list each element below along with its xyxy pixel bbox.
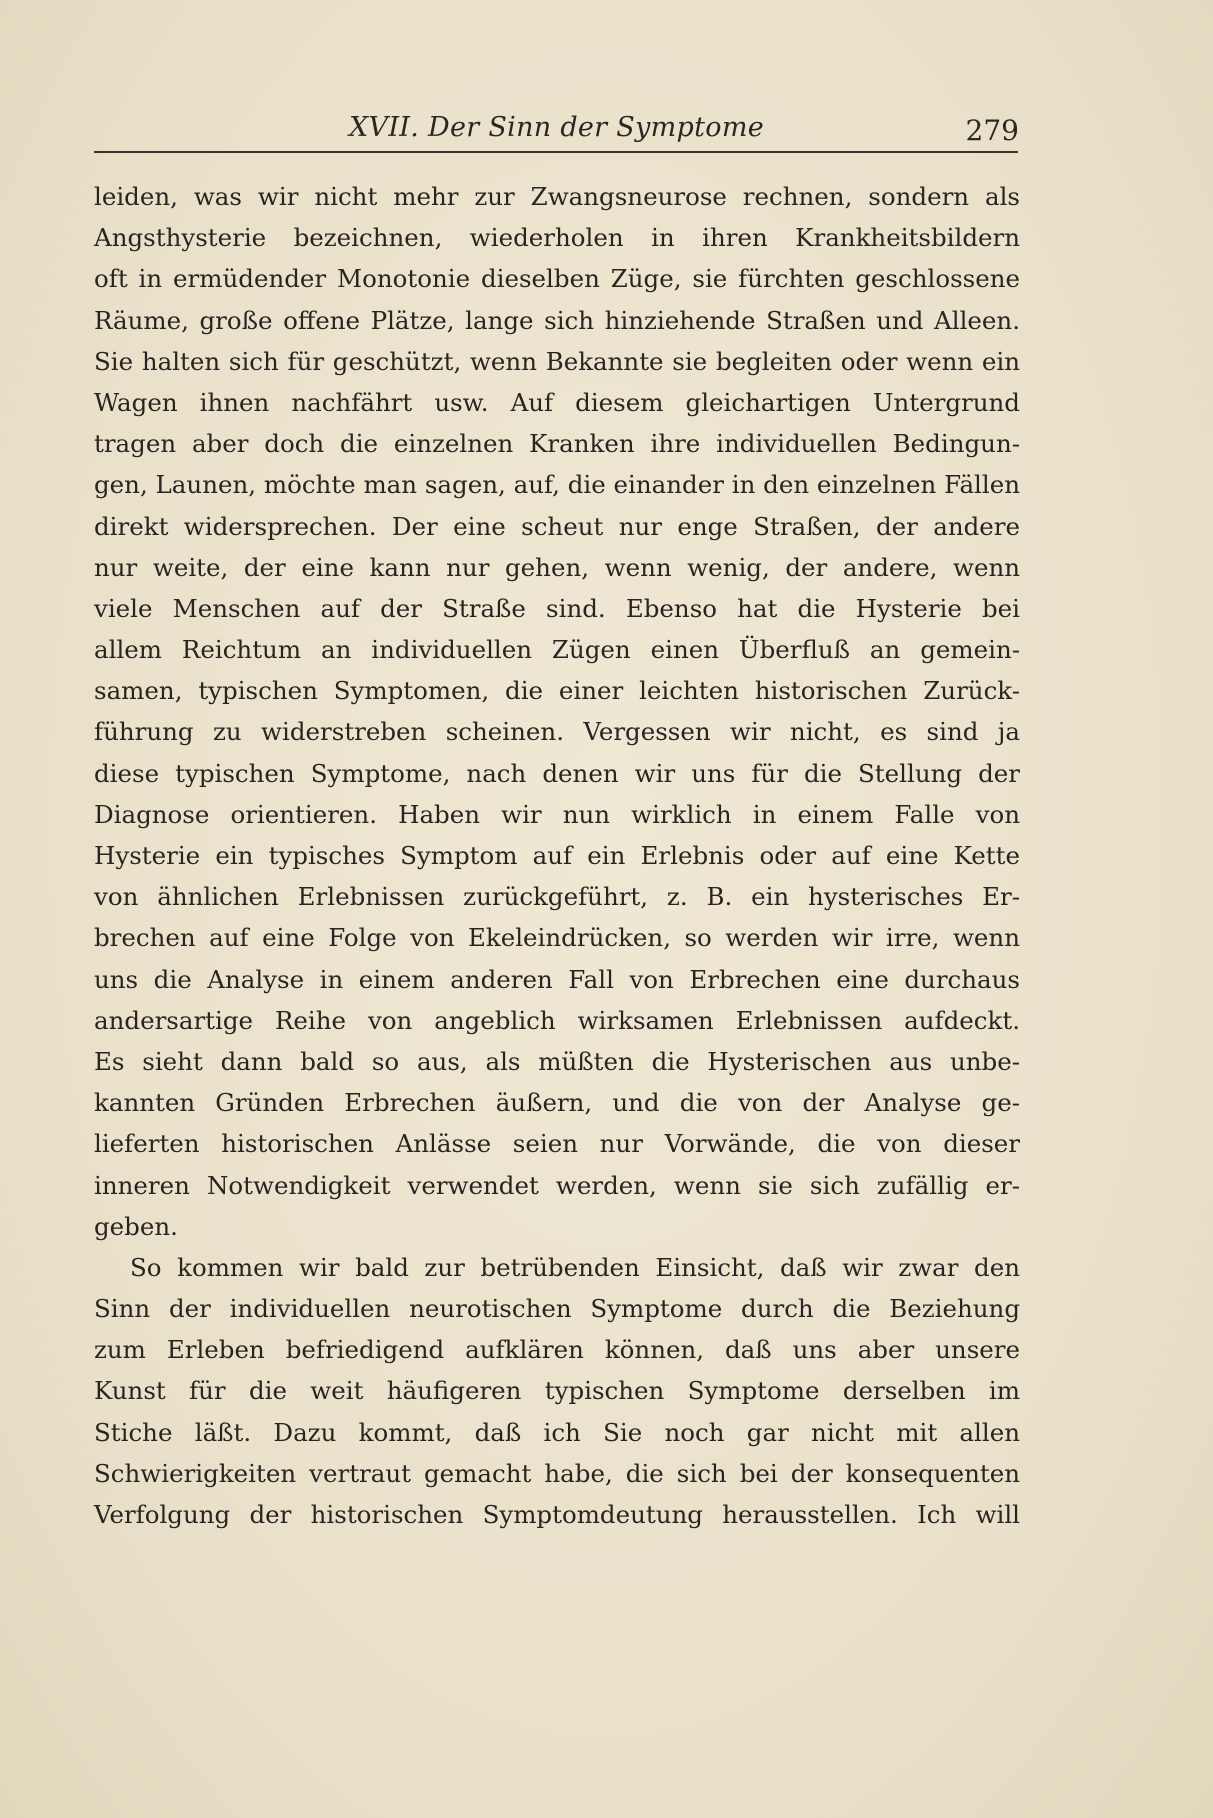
text-line: von ähnlichen Erlebnissen zurückgeführt, z. B. ein hysterisches Er-: [94, 882, 1020, 912]
header-rule: [94, 151, 1018, 153]
text-line: Diagnose orientieren. Haben wir nun wirklich in einem Falle von: [94, 799, 1020, 829]
running-head-title: XVII. Der Sinn der Symptome: [349, 112, 764, 143]
text-line: Wagen ihnen nachfährt usw. Auf diesem gleichartigen Untergrund: [94, 387, 1020, 417]
text-line: gen, Launen, möchte man sagen, auf, die einander in den einzelnen Fällen: [94, 470, 1020, 500]
text-line: Es sieht dann bald so aus, als müßten die Hysterischen aus unbe-: [94, 1046, 1020, 1076]
text-line: tragen aber doch die einzelnen Kranken ihre individuellen Bedingun-: [94, 429, 1020, 459]
text-line: diese typischen Symptome, nach denen wir uns für die Stellung der: [94, 758, 1020, 788]
text-line: brechen auf eine Folge von Ekeleindrücken, so werden wir irre, wenn: [94, 923, 1020, 953]
text-line: inneren Notwendigkeit verwendet werden, wenn sie sich zufällig er-: [94, 1170, 1020, 1200]
text-line-paragraph-start: So kommen wir bald zur betrübenden Einsicht, daß wir zwar den: [130, 1252, 1020, 1282]
running-head: [94, 108, 1019, 148]
text-line: zum Erleben befriedigend aufklären können, daß uns aber unsere: [94, 1335, 1020, 1365]
text-line: lieferten historischen Anlässe seien nur Vorwände, die von dieser: [94, 1129, 1020, 1159]
text-line: Sinn der individuellen neurotischen Symptome durch die Beziehung: [94, 1294, 1020, 1324]
text-line: Verfolgung der historischen Symptomdeutung herausstellen. Ich will: [94, 1500, 1020, 1529]
text-line: führung zu widerstreben scheinen. Vergessen wir nicht, es sind ja: [94, 717, 1020, 747]
body-text: [94, 176, 1020, 1535]
page-number: 279: [965, 114, 1019, 147]
text-line: nur weite, der eine kann nur gehen, wenn wenig, der andere, wenn: [94, 552, 1020, 582]
text-line: viele Menschen auf der Straße sind. Ebenso hat die Hysterie bei: [94, 593, 1020, 623]
text-line: Schwierigkeiten vertraut gemacht habe, die sich bei der konsequenten: [94, 1458, 1020, 1488]
text-line: samen, typischen Symptomen, die einer leichten historischen Zurück-: [94, 676, 1020, 706]
text-line-paragraph-end: geben.: [94, 1211, 178, 1241]
text-line: uns die Analyse in einem anderen Fall von Erbrechen eine durchaus: [94, 964, 1020, 994]
text-line: leiden, was wir nicht mehr zur Zwangsneurose rechnen, sondern als: [94, 182, 1020, 211]
text-line: andersartige Reihe von angeblich wirksamen Erlebnissen aufdeckt.: [94, 1005, 1020, 1035]
text-line: direkt widersprechen. Der eine scheut nur enge Straßen, der andere: [94, 511, 1020, 541]
text-line: Angsthysterie bezeichnen, wiederholen in ihren Krankheitsbildern: [94, 223, 1020, 253]
text-line: Hysterie ein typisches Symptom auf ein Erlebnis oder auf eine Kette: [94, 841, 1020, 870]
text-line: Stiche läßt. Dazu kommt, daß ich Sie noch gar nicht mit allen: [94, 1417, 1020, 1447]
text-line: Kunst für die weit häufigeren typischen Symptome derselben im: [94, 1376, 1020, 1406]
text-line: kannten Gründen Erbrechen äußern, und die von der Analyse ge-: [94, 1088, 1020, 1118]
text-line: allem Reichtum an individuellen Zügen einen Überfluß an gemein-: [94, 635, 1020, 665]
text-line: Sie halten sich für geschützt, wenn Bekannte sie begleiten oder wenn ein: [94, 346, 1020, 376]
text-line: oft in ermüdender Monotonie dieselben Züge, sie fürchten geschlossene: [94, 264, 1020, 294]
text-line: Räume, große offene Plätze, lange sich hinziehende Straßen und Alleen.: [94, 305, 1020, 335]
